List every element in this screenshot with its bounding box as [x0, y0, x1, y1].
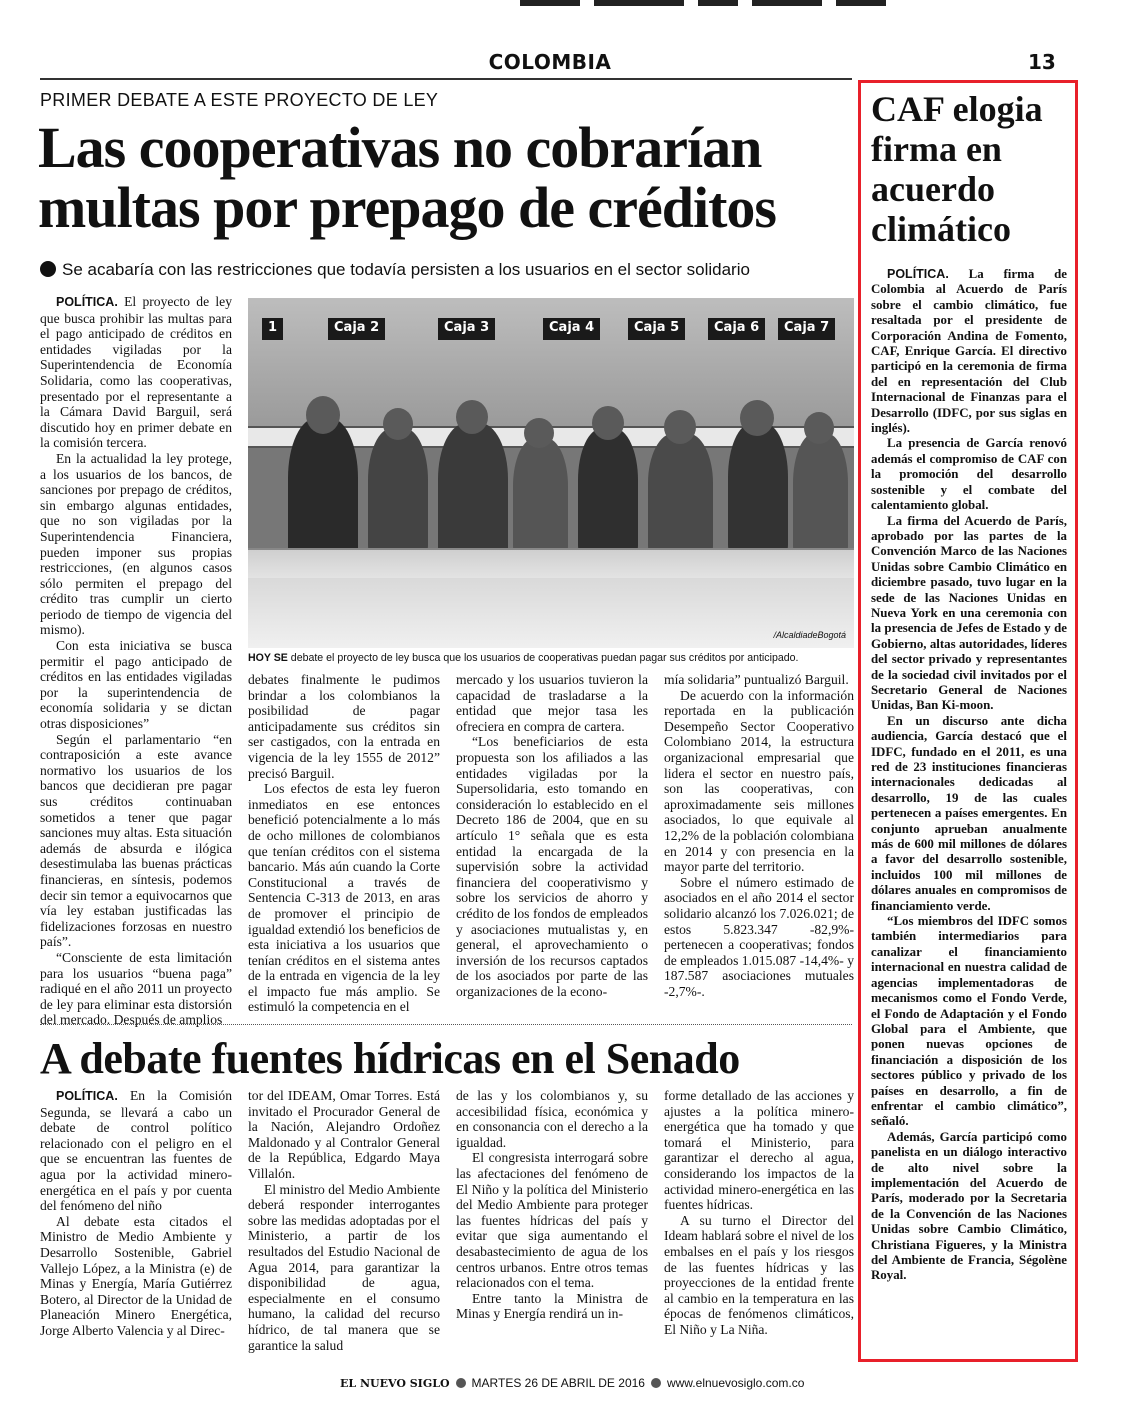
article1-paragraph: “Consciente de esta limitación para los usuarios “buena paga” radiqué en el año 2011 un proyecto de ley para eliminar esta distorsión del mercado. Después de amplios	[40, 949, 232, 1028]
article2-column-1	[40, 1088, 232, 1356]
photo-crowd	[288, 388, 848, 558]
article2-paragraph: Al debate esta citados el Ministro de Medio Ambiente y Desarrollo Sostenible, Gabriel Vallejo López, a la Ministra (e) de Minas y Energía, María Gutiérrez Botero, al Director de la Unidad de Planeación Minero Energética, Jorge Alberto Valencia y al Direc-	[40, 1213, 232, 1338]
article2-column-4	[664, 1088, 854, 1356]
photo-sign: Caja 6	[708, 318, 765, 340]
article1-paragraph: En la actualidad la ley protege, a los usuarios de los bancos, de sanciones por prepago de créditos, sin embargo algunas entidades, que no son vigiladas por la Superintendencia Financiera, pueden imponer sus propias restricciones, (en algunos casos sólo permiten el prepago del crédito tras cumplir un cierto periodo de tiempo de vigencia del mismo).	[40, 450, 232, 638]
sidebar-title: CAF elogia firma en acuerdo climático	[871, 89, 1043, 249]
page-footer	[340, 1376, 805, 1390]
caption-label: HOY SE	[248, 652, 288, 664]
article1-paragraph: De acuerdo con la información reportada en la publicación Desempeño Sector Cooperativo Colombiano 2014, la estructura organizacional empresarial que lidera el sector en nuestro país, son las cooperativas, con aproximadamente seis millones asociados, lo que equivale al 12,2% de la población colombiana en 2014 y con presencia en la mayor parte del territorio.	[664, 687, 854, 875]
section-name: COLOMBIA	[488, 50, 612, 74]
article1-lead-label: POLÍTICA.	[56, 295, 118, 309]
photo-sign: Caja 4	[543, 318, 600, 340]
page-number: 13	[1028, 50, 1056, 74]
article1-paragraph: mía solidaria” puntualizó Barguil.	[664, 672, 849, 687]
article2-paragraph: El congresista interrogará sobre las afectaciones del fenómeno de El Niño y la política del Ministerio del Medio Ambiente para proteger las fuentes hídricas del país y evitar que siga aumentando el desabastecimiento de agua de los centros urbanos. Entre otros temas relacionados con el tema.	[456, 1150, 648, 1291]
article1-deck	[40, 260, 860, 280]
article2-lead-label: POLÍTICA.	[56, 1089, 118, 1103]
photo-sign: Caja 5	[628, 318, 685, 340]
article1-kicker: PRIMER DEBATE A ESTE PROYECTO DE LEY	[40, 90, 439, 110]
bullet-icon	[456, 1378, 466, 1388]
photo-credit: /AlcaldiadeBogotá	[773, 630, 846, 640]
photo-sign: 1	[262, 318, 283, 340]
article1-deck-text: Se acabaría con las restricciones que todavía persisten a los usuarios en el sector solidario	[62, 260, 750, 279]
article2-paragraph: Entre tanto la Ministra de Minas y Energía rendirá un in-	[456, 1290, 648, 1322]
article2-paragraph: El ministro del Medio Ambiente deberá responder interrogantes sobre las medidas adoptadas por el Ministerio, a partir de los resultados del Estudio Nacional de Agua 2014, para garantizar la disponibilidad de agua, especialmente en el consumo humano, la calidad del recurso hídrico, de tal manera que se garantice la salud	[248, 1181, 440, 1353]
article1-paragraph: Sobre el número estimado de asociados en el año 2014 el sector solidario alcanzó los 7.026.021; de estos 5.823.347 -82,9%- pertenecen a cooperativas; fondos de empleados 1.015.087 -14,4%- y 187.587 asociaciones mutuales -2,7%-.	[664, 874, 854, 999]
sidebar-body	[871, 267, 1067, 1357]
sidebar-lead-label: POLÍTICA.	[887, 267, 949, 281]
article2-paragraph: de las y los colombianos y, su accesibilidad física, económica y en consonancia con el derecho a la igualdad.	[456, 1088, 648, 1150]
bullet-icon	[651, 1378, 661, 1388]
article1-paragraph: Los efectos de esta ley fueron inmediatos en ese entonces benefició potencialmente a lo más de ocho millones de colombianos que tenían créditos con el sistema bancario. Más aún cuando la Corte Constitucional a través de Sentencia C-313 de 2013, en aras de promover el principio de igualdad extendió los beneficios de esta iniciativa a los usuarios que tenían créditos en el sistema antes de la entrada en vigencia de la ley el impacto fue más amplio. Se estimuló la competencia en el	[248, 781, 440, 1015]
article1-paragraph: Con esta iniciativa se busca permitir el pago anticipado de créditos en las entidades vigiladas por la superintendencia de economía solidaria y se dictan otras disposiciones”	[40, 638, 232, 732]
article1-paragraph: debates finalmente le pudimos brindar a los colombianos la posibilidad de pagar anticipadamente sus créditos sin ser castigados, con la entrada en vigencia de la ley 1555 de 2012” precisó Barguil.	[248, 672, 440, 781]
bullet-icon	[40, 261, 56, 277]
sidebar-paragraph: Además, García participó como panelista en un diálogo interactivo de alto nivel sobre la implementación del Acuerdo de París, moderado por la Secretaria de la Convención de las Naciones Unidas sobre Cambio Climático, Christiana Figueres, y la Ministra del Ambiente de Francia, Ségolène Royal.	[871, 1129, 1067, 1283]
sidebar-paragraph: La firma de Colombia al Acuerdo de París sobre el cambio climático, fue resaltada por el presidente de Corporación Andina de Fomento, CAF, Enrique García. El directivo participó en la ceremonia de firma del en representación del Club Internacional de Finanzas para el Desarrollo (IDFC, por sus siglas en inglés).	[871, 267, 1067, 436]
sidebar-paragraph: “Los miembros del IDFC somos también intermediarios para canalizar el financiamiento internacional en nuestra calidad de agencias implementadoras de mecanismos como el Fondo Verde, el Fondo de Adaptación y el Fondo Global para el Ambiente, que ponen nuevas opciones de financiación a disposición de los sectores público y privado de los países en desarrollo, a fin de enfrentar el cambio climático”, señaló.	[871, 914, 1067, 1129]
article1-column-4	[664, 672, 854, 1014]
article2-paragraph: A su turno el Director del Ideam hablará sobre el nivel de los embalses en el país y los riesgos de las fuentes hídricas y las proyecciones de la entidad frente al cambio en la temperatura en las épocas de fenómenos climáticos, El Niño y La Niña.	[664, 1212, 854, 1337]
article1-column-2	[248, 672, 440, 1014]
article1-column-3	[456, 672, 648, 1014]
sidebar-paragraph: En un discurso ante dicha audiencia, García destacó que el IDFC, fundado en el 2011, es una red de 23 instituciones financieras internacionales dedicadas al desarrollo, 19 de las cuales pertenecen a países emergentes. En conjunto aprueban anualmente más de 600 mil millones de dólares a favor del desarrollo sostenible, incluidos 100 mil millones de dólares anuales en compromisos de financiamiento verde.	[871, 713, 1067, 913]
article2-column-2	[248, 1088, 440, 1356]
photo-caption	[248, 652, 854, 664]
article1-paragraph: Según el parlamentario “en contraposición a este avance normativo los usuarios de los bancos que decidieran pre pagar sus créditos continuaban sometidos a tener que pagar sanciones muy altas. Esta situación además de absurda e ilógica desestimulaba las buenas prácticas financieras, en síntesis, podemos decir sin temor a equivocarnos que vía ley estaban justificadas las fidelizaciones forzosas en nuestro país”.	[40, 731, 232, 950]
top-rule	[40, 78, 852, 80]
article-divider	[40, 1024, 852, 1025]
photo-sign: Caja 3	[438, 318, 495, 340]
sidebar-paragraph: La firma del Acuerdo de París, aprobado por las partes de la Convención Marco de las Naciones Unidas sobre Cambio Climático en diciembre pasado, tuvo lugar en la sede de las Naciones Unidas en Nueva York en una ceremonia con la presencia de Jefes de Estado y de Gobierno, altas autoridades, líderes del sector privado y representantes de la sociedad civil invitados por el Secretario General de Naciones Unidas, Ban Ki-moon.	[871, 513, 1067, 713]
footer-url: www.elnuevosiglo.com.co	[666, 1376, 805, 1390]
caption-text: debate el proyecto de ley busca que los usuarios de cooperativas puedan pagar sus créditos por anticipado.	[290, 652, 799, 664]
article2-paragraph: tor del IDEAM, Omar Torres. Está invitado el Procurador General de la Nación, Alejandro Ordoñez Maldonado y al Contralor General de la República, Edgardo Maya Villalón.	[248, 1088, 440, 1181]
photo-sign: Caja 2	[328, 318, 385, 340]
article1-paragraph: El proyecto de ley que busca prohibir las multas para el pago anticipado de créditos en entidades vigiladas por la Superintendencia de Economía Solidaria, como las cooperativas, presentado por el representante a la Cámara David Barguil, será discutido hoy en primer debate en la comisión tercera.	[40, 294, 232, 451]
sidebar-box	[858, 80, 1078, 1362]
photo-sign: Caja 7	[778, 318, 835, 340]
article1-headline: Las cooperativas no cobrarían multas por prepago de créditos	[38, 115, 776, 240]
article2-paragraph: En la Comisión Segunda, se llevará a cabo un debate de control político relacionado con el peligro en el que se encuentran las fuentes de agua por la actividad minero-energética en el país y por cuenta del fenómeno del niño	[40, 1088, 232, 1214]
footer-brand: EL NUEVO SIGLO	[340, 1377, 450, 1390]
photo-floor	[248, 578, 854, 648]
top-edge-bars	[520, 0, 900, 8]
article1-paragraph: mercado y los usuarios tuvieron la capacidad de trasladarse a la entidad que mejor tasa les ofreciera en compra de cartera.	[456, 672, 648, 734]
article2-headline: A debate fuentes hídricas en el Senado	[40, 1034, 740, 1083]
article2-column-3	[456, 1088, 648, 1356]
article1-column-1	[40, 294, 232, 1028]
article2-paragraph: forme detallado de las acciones y ajustes a la política minero-energética que ha tomado y que tomará el Ministerio, para garantizar el derecho al agua, considerando los impactos de la actividad minero-energética en las fuentes hídricas.	[664, 1088, 854, 1213]
article1-paragraph: “Los beneficiarios de esta propuesta son los afiliados a las entidades vigiladas por la Supersolidaria, esto tomando en consideración lo establecido en el Decreto 186 de 2004, que en su artículo 1° señala que es esta entidad la encargada de la supervisión sobre la actividad financiera del cooperativismo y sobre los servicios de ahorro y crédito de los fondos de empleados y asociaciones mutualistas y, en general, el aprovechamiento o inversión de los recursos captados de los asociados por parte de las organizaciones de la econo-	[456, 734, 648, 999]
footer-date: MARTES 26 DE ABRIL DE 2016	[471, 1376, 645, 1390]
article1-photo	[248, 298, 854, 646]
sidebar-paragraph: La presencia de García renovó además el compromiso de CAF con la promoción del desarrollo sostenible y el combate del calentamiento global.	[871, 436, 1067, 513]
